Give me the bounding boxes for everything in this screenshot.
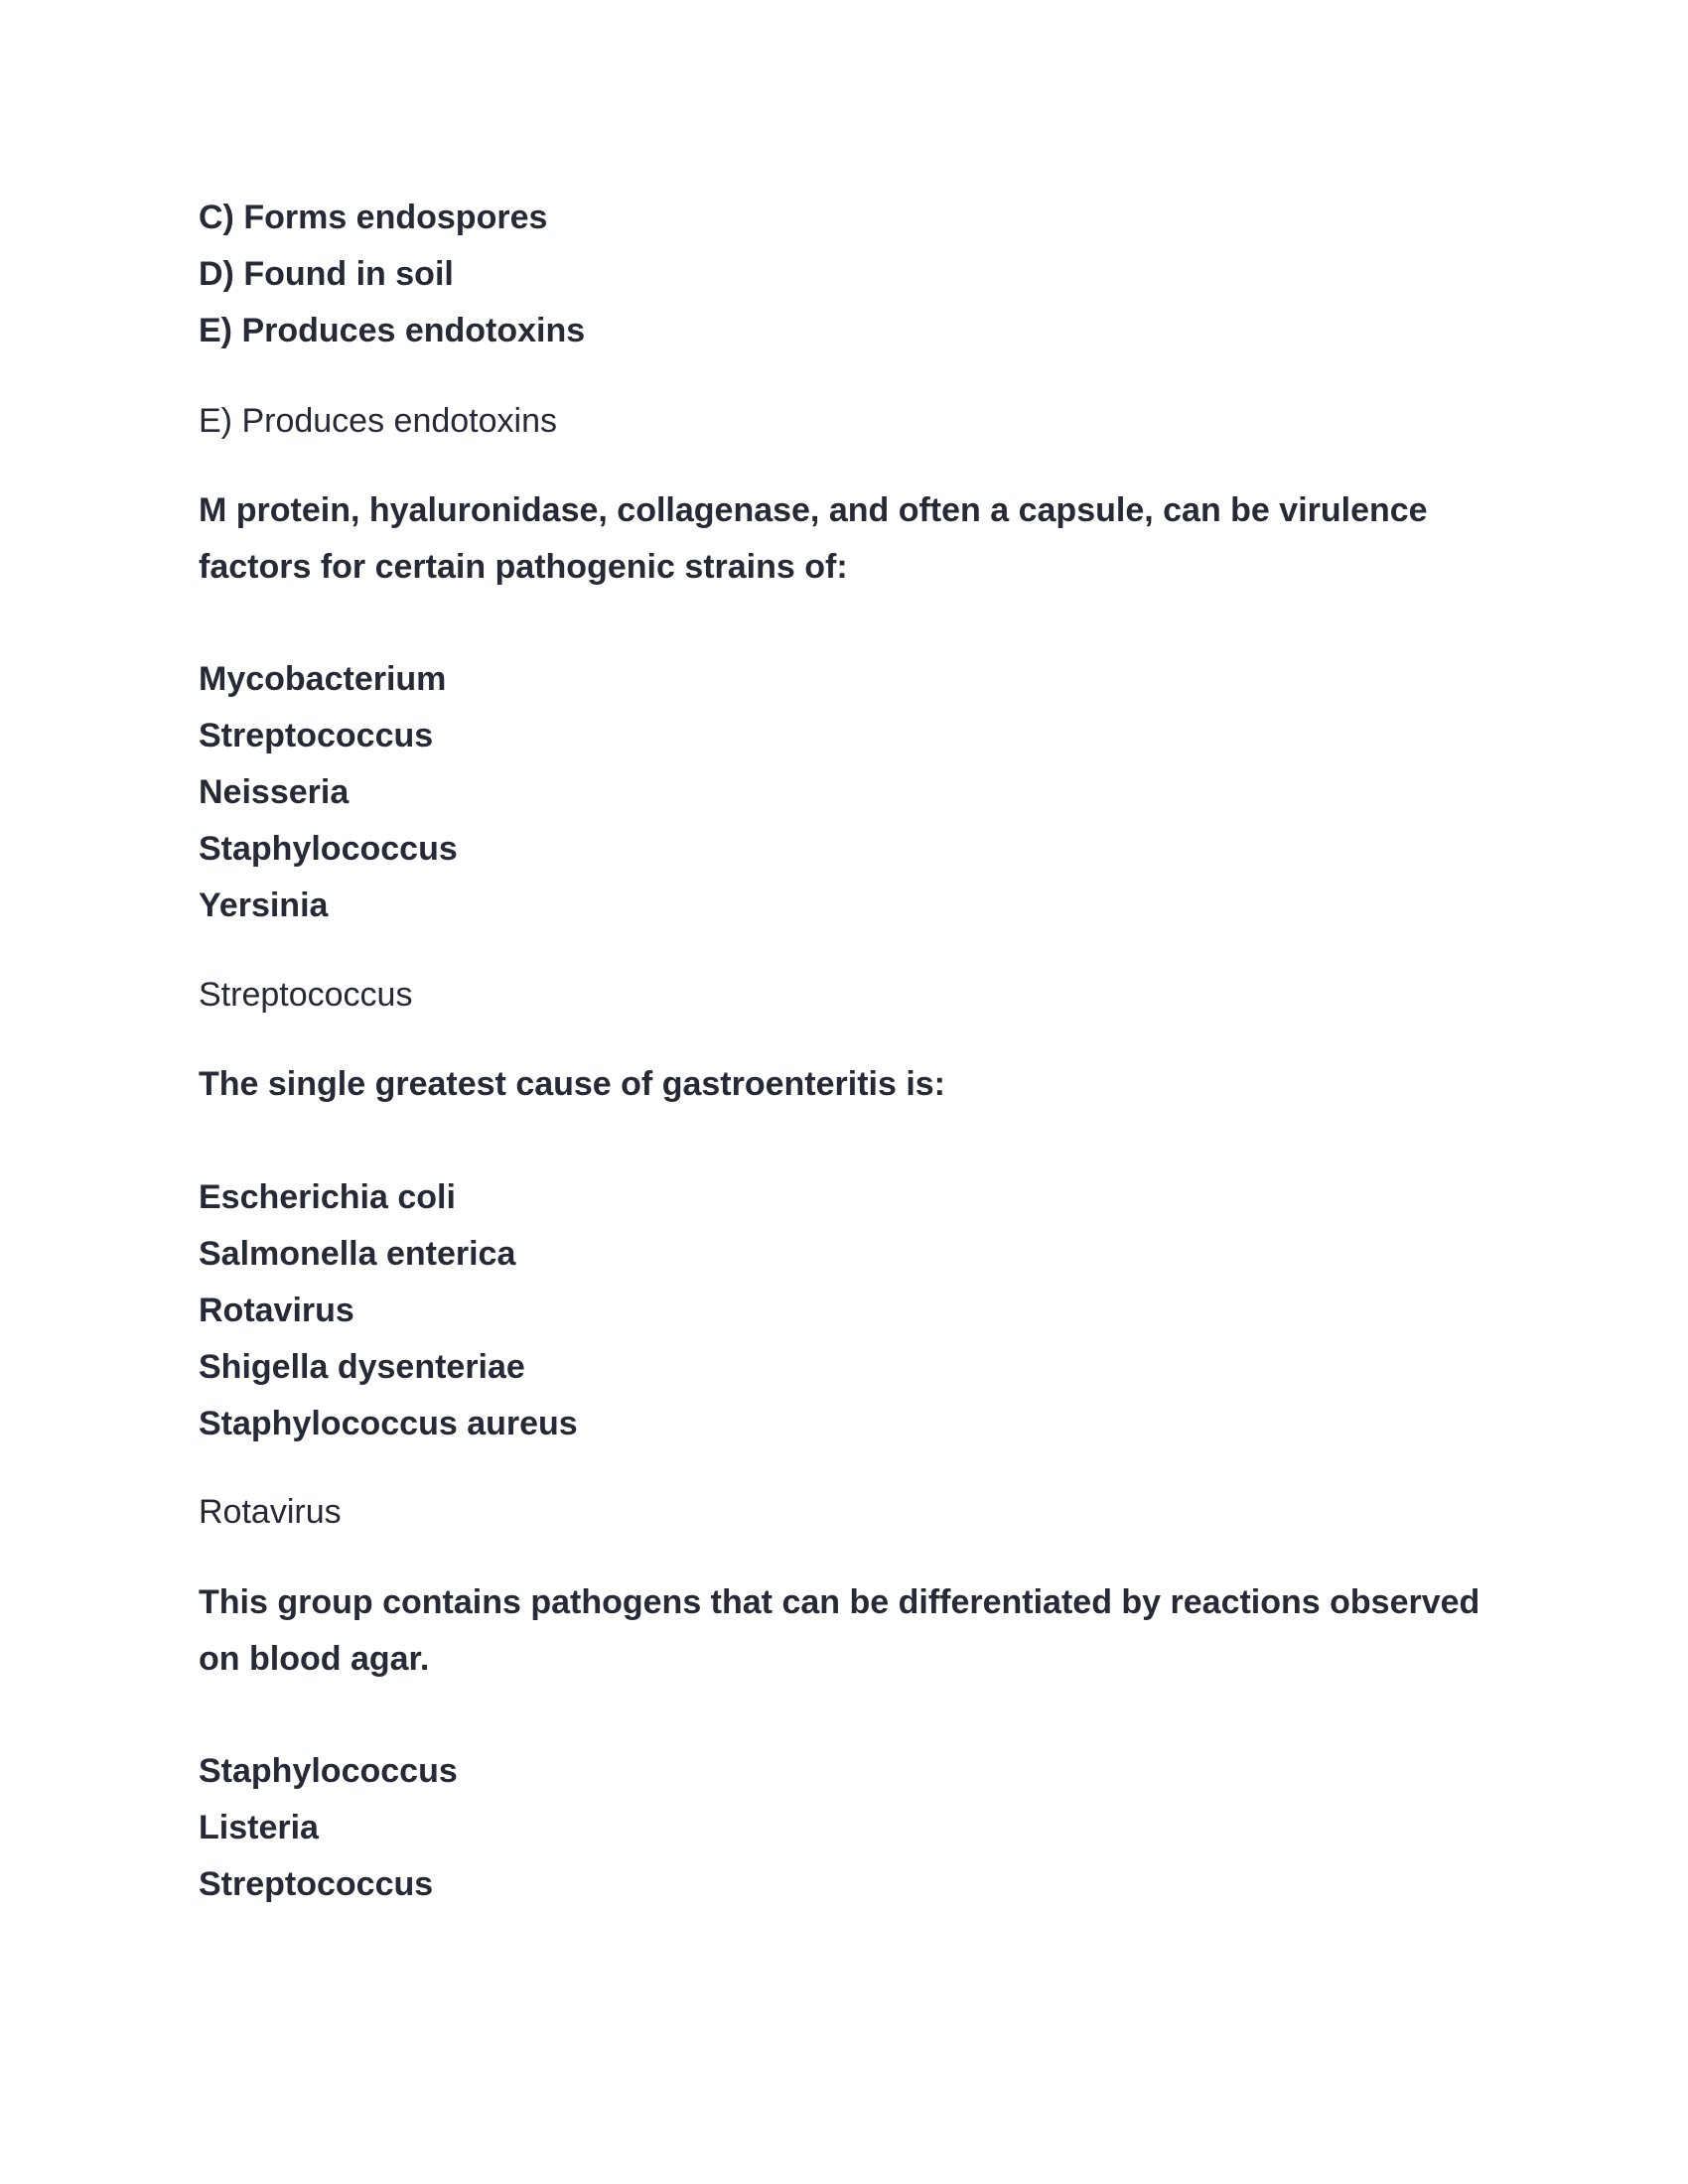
answer-text: E) Produces endotoxins bbox=[199, 402, 557, 440]
option-item: Salmonella enterica bbox=[199, 1235, 516, 1273]
answer-text: Rotavirus bbox=[199, 1493, 342, 1531]
option-item: Staphylococcus bbox=[199, 830, 458, 868]
option-item: Staphylococcus aureus bbox=[199, 1405, 578, 1442]
option-item: Streptococcus bbox=[199, 717, 434, 754]
option-item: Rotavirus bbox=[199, 1292, 354, 1329]
answer-text: Streptococcus bbox=[199, 976, 413, 1014]
option-item: Listeria bbox=[199, 1809, 319, 1846]
question-prompt-line: on blood agar. bbox=[199, 1640, 430, 1678]
question-prompt-line: This group contains pathogens that can be differentiated by reactions observed bbox=[199, 1583, 1480, 1621]
option-item: Staphylococcus bbox=[199, 1752, 458, 1790]
question-prompt-line: factors for certain pathogenic strains of: bbox=[199, 548, 848, 586]
option-c: C) Forms endospores bbox=[199, 199, 548, 236]
option-e: E) Produces endotoxins bbox=[199, 312, 586, 349]
option-item: Escherichia coli bbox=[199, 1178, 456, 1216]
option-d: D) Found in soil bbox=[199, 255, 454, 293]
option-item: Streptococcus bbox=[199, 1865, 434, 1903]
question-prompt-line: M protein, hyaluronidase, collagenase, and often a capsule, can be virulence bbox=[199, 491, 1428, 529]
option-item: Mycobacterium bbox=[199, 660, 447, 698]
option-item: Yersinia bbox=[199, 887, 329, 924]
option-item: Shigella dysenteriae bbox=[199, 1348, 525, 1386]
option-item: Neisseria bbox=[199, 773, 350, 811]
document-page bbox=[199, 0, 1489, 2184]
question-prompt-line: The single greatest cause of gastroenteritis is: bbox=[199, 1065, 946, 1103]
